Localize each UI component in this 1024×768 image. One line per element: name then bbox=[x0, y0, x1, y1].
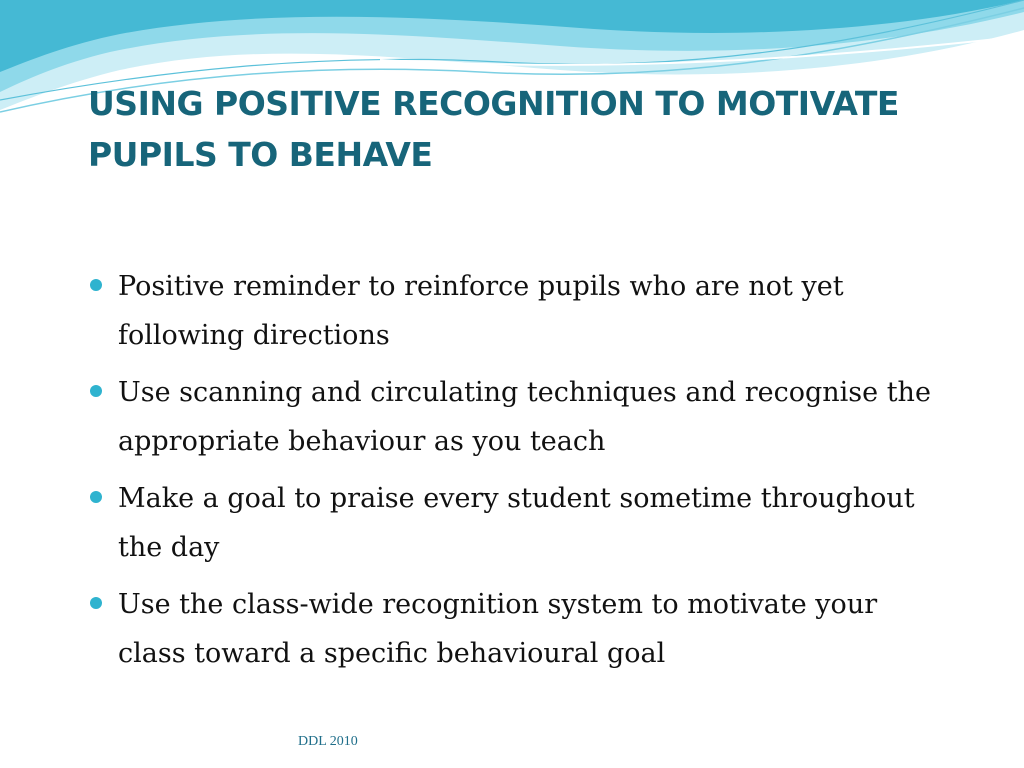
list-item bbox=[88, 474, 948, 572]
bullet-text: Make a goal to praise every student sometime throughout the day bbox=[118, 483, 915, 563]
bullet-dot-icon bbox=[90, 491, 102, 503]
bullet-list bbox=[88, 262, 948, 686]
list-item bbox=[88, 262, 948, 360]
bullet-text: Use the class-wide recognition system to motivate your class toward a specific behavioural goal bbox=[118, 589, 878, 669]
bullet-dot-icon bbox=[90, 385, 102, 397]
list-item bbox=[88, 368, 948, 466]
bullet-text: Use scanning and circulating techniques and recognise the appropriate behaviour as you teach bbox=[118, 377, 931, 457]
bullet-dot-icon bbox=[90, 597, 102, 609]
list-item bbox=[88, 580, 948, 678]
bullet-text: Positive reminder to reinforce pupils who are not yet following directions bbox=[118, 271, 844, 351]
slide-title: USING POSITIVE RECOGNITION TO MOTIVATE PUPILS TO BEHAVE bbox=[88, 84, 899, 174]
slide-footer: DDL 2010 bbox=[298, 734, 358, 749]
bullet-dot-icon bbox=[90, 279, 102, 291]
